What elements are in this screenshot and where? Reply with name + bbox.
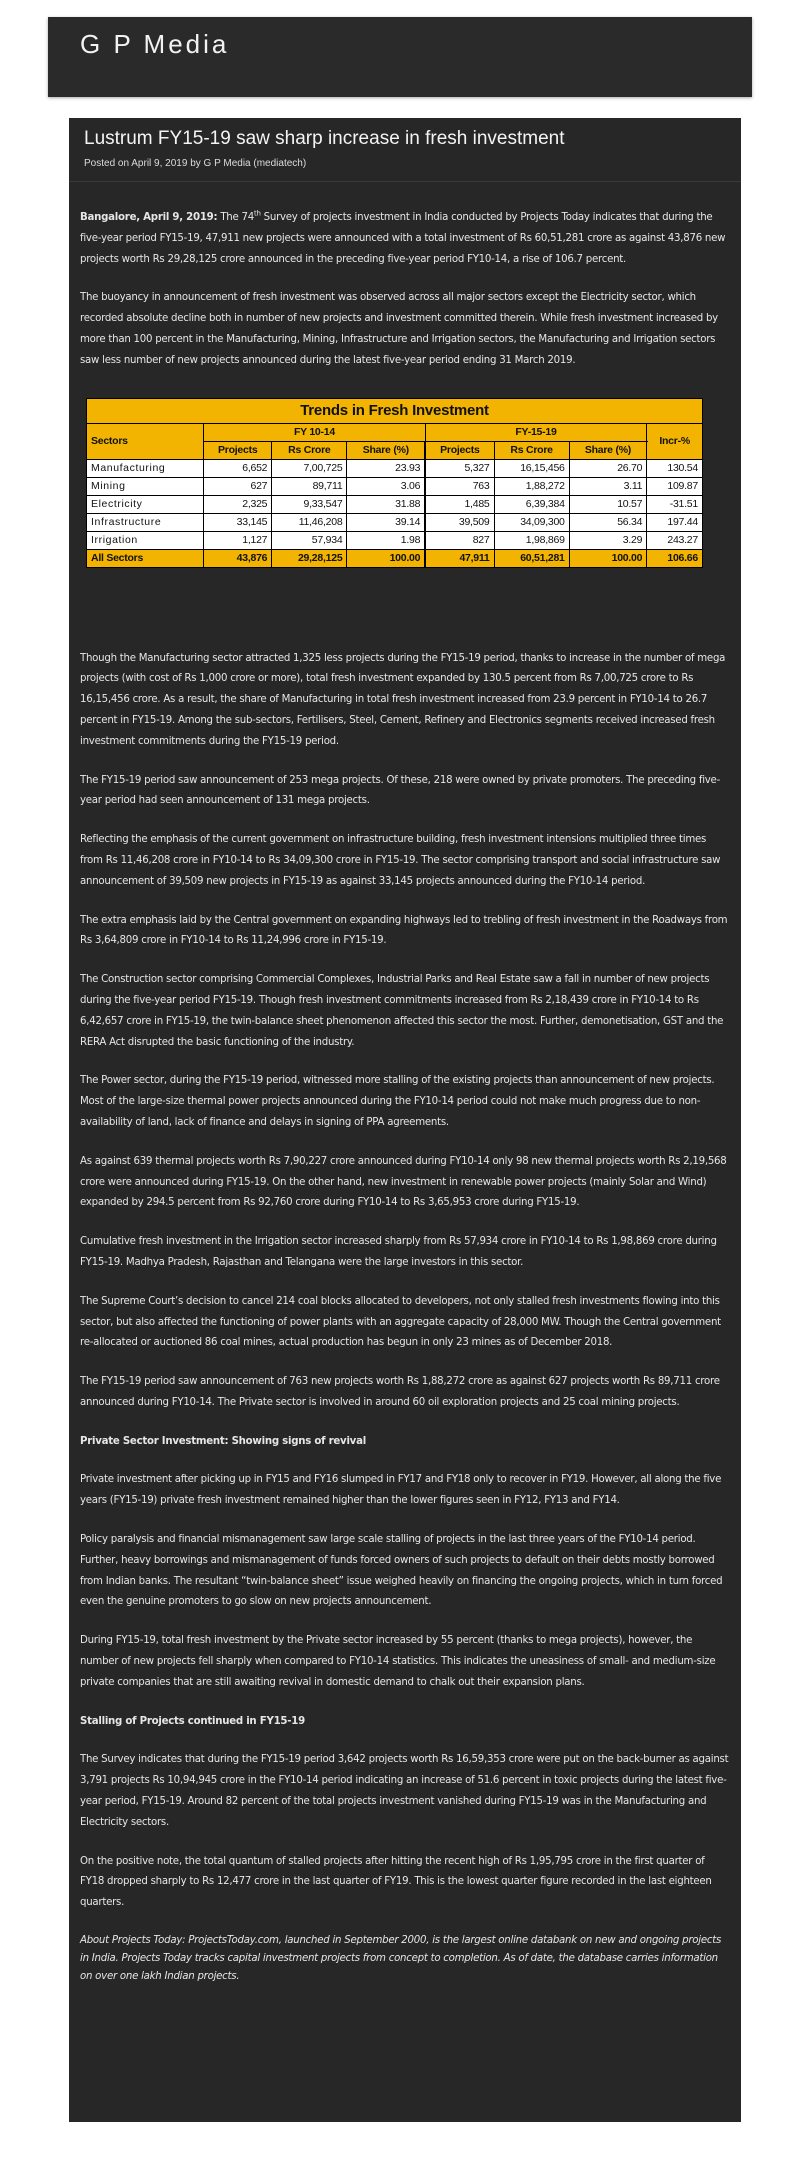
post-date-link[interactable]: April 9, 2019 — [131, 158, 188, 169]
period-b-header: FY-15-19 — [425, 423, 647, 441]
period-a-header: FY 10-14 — [204, 423, 426, 441]
sectors-header: Sectors — [87, 423, 204, 459]
table-cell: 89,711 — [272, 477, 347, 495]
post-meta — [84, 158, 306, 169]
sector-cell: Electricity — [87, 495, 204, 513]
table-row — [87, 477, 703, 495]
table-cell: 3.06 — [347, 477, 425, 495]
sector-cell: Manufacturing — [87, 459, 204, 477]
table-cell: 100.00 — [569, 549, 647, 567]
sector-cell: Infrastructure — [87, 513, 204, 531]
table-cell: 763 — [425, 477, 494, 495]
about-note: About Projects Today: ProjectsToday.com, launched in September 2000, is the largest online databank on new and ongoing projects in India. Projects Today tracks capital investment projects from concept to completion. As of date, the database carries information on over one lakh Indian projects. — [80, 1935, 722, 1983]
paragraph: The buoyancy in announcement of fresh investment was observed across all major sectors except the Electricity sector, which recorded absolute decline both in number of new projects and investment committed therein. While fresh investment increased by more than 100 percent in the Manufacturing, Mining, Infrastructure and Irrigation sectors, the Manufacturing and Irrigation sectors saw less number of new projects announced during the latest five-year period ending 31 March 2019. — [80, 292, 718, 366]
col-header: Share (%) — [569, 441, 647, 459]
table-cell: 16,15,456 — [494, 459, 569, 477]
author-link[interactable]: G P Media (mediatech) — [203, 158, 307, 169]
table-cell: 109.87 — [647, 477, 703, 495]
col-header: Rs Crore — [494, 441, 569, 459]
table-cell: 1.98 — [347, 531, 425, 549]
paragraph: On the positive note, the total quantum of stalled projects after hitting the recent high of Rs 1,95,795 crore in the first quarter of FY18 dropped sharply to Rs 12,477 crore in the last quarter of FY19. This is the lowest quarter figure recorded in the last eighteen quarters. — [80, 1855, 712, 1909]
table-row — [87, 459, 703, 477]
paragraph: The extra emphasis laid by the Central government on expanding highways led to trebling of fresh investment in the Roadways from Rs 3,64,809 crore in FY10-14 to Rs 11,24,996 crore in FY15-19. — [80, 914, 728, 947]
table-cell: 56.34 — [569, 513, 647, 531]
paragraph: Private investment after picking up in FY15 and FY16 slumped in FY17 and FY18 only to recover in FY19. However, all along the five years (FY15-19) private fresh investment remained higher than the lower figures seen in FY12, FY13 and FY14. — [80, 1474, 722, 1507]
paragraph: Though the Manufacturing sector attracted 1,325 less projects during the FY15-19 period, thanks to increase in the number of mega projects (with cost of Rs 1,000 crore or more), total fresh investment expanded by 130.5 percent from Rs 7,00,725 crore to Rs 16,15,456 crore. As a result, the share of Manufacturing in total fresh investment increased from 23.9 percent in FY10-14 to 26.7 percent in FY15-19. Among the sub-sectors, Fertilisers, Steel, Cement, Refinery and Electronics segments received increased fresh investment commitments during the FY15-19 period. — [80, 652, 726, 747]
table-row — [87, 531, 703, 549]
post-title: Lustrum FY15-19 saw sharp increase in fresh investment — [84, 128, 565, 149]
col-header: Rs Crore — [272, 441, 347, 459]
meta-prefix: Posted on — [84, 158, 132, 169]
intro-text-cont: Survey of projects investment in India conducted by Projects Today indicates that during the five-year period FY15-19, 47,911 new projects were announced with a total investment of Rs 60,51,281 crore as against 43,876 new projects worth Rs 29,28,125 crore announced in the preceding five-year period FY10-14, a rise of 106.7 percent. — [80, 212, 726, 265]
table-cell: 243.27 — [647, 531, 703, 549]
table-cell: 7,00,725 — [272, 459, 347, 477]
table-row — [87, 495, 703, 513]
table-cell: 43,876 — [204, 549, 272, 567]
sector-cell: Irrigation — [87, 531, 204, 549]
trend-table — [86, 398, 703, 568]
divider — [69, 181, 741, 182]
paragraph: The Supreme Court’s decision to cancel 214 coal blocks allocated to developers, not only stalled fresh investments flowing into this sector, but also affected the functioning of power plants with an aggregate capacity of 28,000 MW. Though the Central government re-allocated or auctioned 86 coal mines, actual production has begun in only 23 mines as of December 2018. — [80, 1295, 721, 1349]
table-cell: 47,911 — [425, 549, 494, 567]
meta-by: by — [187, 158, 204, 169]
table-cell: 827 — [425, 531, 494, 549]
table-cell: 5,327 — [425, 459, 494, 477]
paragraph: Policy paralysis and financial mismanagement saw large scale stalling of projects in the last three years of the FY10-14 period. Further, heavy borrowings and mismanagement of funds forced owners of such projects to default on their debts mostly borrowed from Indian banks. The resultant “twin-balance sheet” issue weighed heavily on financing the ongoing projects, which in turn forced even the genuine promoters to go slow on new projects announcement. — [80, 1534, 723, 1608]
table-cell: 197.44 — [647, 513, 703, 531]
table-cell: -31.51 — [647, 495, 703, 513]
paragraph: Cumulative fresh investment in the Irrigation sector increased sharply from Rs 57,934 crore in FY10-14 to Rs 1,98,869 crore during FY15-19. Madhya Pradesh, Rajasthan and Telangana were the large investors in this sector. — [80, 1236, 717, 1268]
table-cell: 11,46,208 — [272, 513, 347, 531]
incr-header: Incr-% — [647, 423, 703, 459]
paragraph: The Survey indicates that during the FY15-19 period 3,642 projects worth Rs 16,59,353 crore were put on the back-burner as against 3,791 projects Rs 10,94,945 crore in the FY10-14 period indicating an increase of 51.6 percent in toxic projects during the latest five-year period, FY15-19. Around 82 percent of the total projects investment vanished during FY15-19 was in the Manufacturing and Electricity sectors. — [80, 1754, 729, 1828]
paragraph: The Power sector, during the FY15-19 period, witnessed more stalling of the existing projects than announcement of new projects. Most of the large-size thermal power projects announced during the FY10-14 period could not make much progress due to non-availability of land, lack of finance and delays in signing of PPA agreements. — [80, 1075, 715, 1128]
paragraph: The Construction sector comprising Commercial Complexes, Industrial Parks and Real Estate saw a fall in number of new projects during the five-year period FY15-19. Though fresh investment commitments increased from Rs 2,18,439 crore in FY10-14 to Rs 6,42,657 crore in FY15-19, the twin-balance sheet phenomenon affected this sector the most. Further, demonetisation, GST and the RERA Act disrupted the basic functioning of the industry. — [80, 974, 724, 1048]
paragraph: The FY15-19 period saw announcement of 253 mega projects. Of these, 218 were owned by private promoters. The preceding five-year period had seen announcement of 131 mega projects. — [80, 774, 721, 807]
table-cell: 3.11 — [569, 477, 647, 495]
table-title: Trends in Fresh Investment — [87, 398, 703, 423]
col-header: Share (%) — [347, 441, 425, 459]
post-content — [80, 208, 730, 1986]
table-cell: 130.54 — [647, 459, 703, 477]
table-cell: 39.14 — [347, 513, 425, 531]
col-header: Projects — [204, 441, 272, 459]
site-header — [48, 17, 752, 97]
table-cell: 34,09,300 — [494, 513, 569, 531]
table-cell: 6,652 — [204, 459, 272, 477]
table-cell: 39,509 — [425, 513, 494, 531]
table-cell: 9,33,547 — [272, 495, 347, 513]
section-heading: Private Sector Investment: Showing signs of revival — [80, 1435, 366, 1447]
paragraph: Reflecting the emphasis of the current government on infrastructure building, fresh investment intensions multiplied three times from Rs 11,46,208 crore in FY10-14 to Rs 34,09,300 crore in FY15-19. The sector comprising transport and social infrastructure saw announcement of 39,509 new projects in FY15-19 as against 33,145 projects announced during the FY10-14 period. — [80, 834, 721, 887]
sector-cell: Mining — [87, 477, 204, 495]
table-cell: 627 — [204, 477, 272, 495]
table-cell: 31.88 — [347, 495, 425, 513]
table-cell: 106.66 — [647, 549, 703, 567]
table-cell: 6,39,384 — [494, 495, 569, 513]
table-cell: 1,485 — [425, 495, 494, 513]
table-cell: 26.70 — [569, 459, 647, 477]
table-cell: 23.93 — [347, 459, 425, 477]
table-total-row — [87, 549, 703, 567]
paragraph: As against 639 thermal projects worth Rs 7,90,227 crore announced during FY10-14 only 98 new thermal projects worth Rs 2,19,568 crore were announced during FY15-19. On the other hand, new investment in renewable power projects (mainly Solar and Wind) expanded by 294.5 percent from Rs 92,760 crore during FY10-14 to Rs 3,65,953 crore during FY15-19. — [80, 1155, 727, 1209]
superscript: th — [253, 209, 261, 218]
table-cell: 29,28,125 — [272, 549, 347, 567]
table-cell: 1,98,869 — [494, 531, 569, 549]
table-cell: 10.57 — [569, 495, 647, 513]
intro-text: The 74 — [217, 212, 254, 223]
table-cell: 57,934 — [272, 531, 347, 549]
table-cell: 3.29 — [569, 531, 647, 549]
section-heading: Stalling of Projects continued in FY15-19 — [80, 1715, 305, 1727]
article — [69, 118, 741, 2122]
table-cell: 1,127 — [204, 531, 272, 549]
table-cell: 1,88,272 — [494, 477, 569, 495]
table-cell: 100.00 — [347, 549, 425, 567]
dateline: Bangalore, April 9, 2019: — [80, 212, 218, 223]
paragraph: The FY15-19 period saw announcement of 763 new projects worth Rs 1,88,272 crore as against 627 projects worth Rs 89,711 crore announced during FY10-14. The Private sector is involved in around 60 oil exploration projects and 25 coal mining projects. — [80, 1376, 720, 1408]
paragraph-intro — [80, 208, 730, 270]
total-label: All Sectors — [87, 549, 204, 567]
col-header: Projects — [425, 441, 494, 459]
table-cell: 60,51,281 — [494, 549, 569, 567]
table-cell: 2,325 — [204, 495, 272, 513]
table-cell: 33,145 — [204, 513, 272, 531]
paragraph: During FY15-19, total fresh investment by the Private sector increased by 55 percent (thanks to mega projects), however, the number of new projects fell sharply when compared to FY10-14 statistics. This indicates the uneasiness of small- and medium-size private companies that are still awaiting revival in domestic demand to chalk out their expansion plans. — [80, 1635, 716, 1688]
site-title-link[interactable]: G P Media — [80, 29, 230, 59]
trend-table-figure — [80, 390, 708, 631]
table-row — [87, 513, 703, 531]
